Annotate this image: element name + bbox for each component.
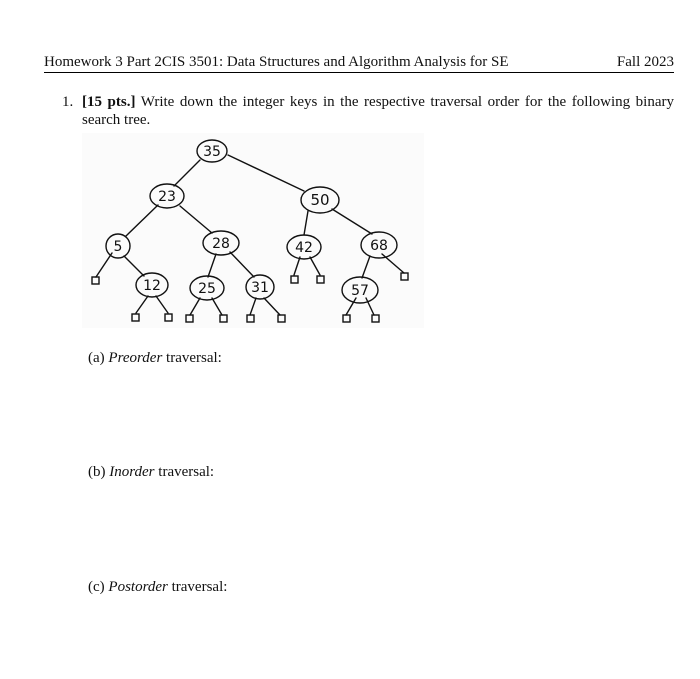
- edge-5-12: [124, 256, 144, 276]
- part-a-label: (a): [88, 350, 105, 366]
- null-leaf: [291, 276, 298, 283]
- question-points: [15 pts.]: [82, 94, 136, 110]
- question-text: Write down the integer keys in the respective traversal order for the following binary search tree.: [82, 94, 674, 128]
- null-leaf: [247, 315, 254, 322]
- edge-35-50: [228, 155, 304, 191]
- tree-drawing: [82, 133, 424, 328]
- part-c-suffix: traversal:: [171, 579, 228, 595]
- node-key-12: 12: [143, 278, 161, 294]
- null-leaf: [372, 315, 379, 322]
- part-c-name: Postorder: [108, 579, 168, 595]
- edge-50-68: [332, 209, 372, 234]
- part-b-label: (b): [88, 464, 106, 480]
- null-leaf: [186, 315, 193, 322]
- node-key-42: 42: [295, 240, 313, 256]
- node-key-68: 68: [370, 238, 388, 254]
- question-prompt: [82, 93, 674, 129]
- null-leaf: [165, 314, 172, 321]
- node-key-57: 57: [351, 283, 369, 299]
- page-header: [44, 52, 674, 73]
- null-leaf: [343, 315, 350, 322]
- part-a-suffix: traversal:: [166, 350, 222, 366]
- edge-28-25: [208, 254, 216, 277]
- header-course-title: Homework 3 Part 2CIS 3501: Data Structures and Algorithm Analysis for SE: [44, 54, 509, 70]
- node-key-28: 28: [212, 236, 230, 252]
- null-leaf: [92, 277, 99, 284]
- edge-28-31: [230, 252, 254, 277]
- node-key-23: 23: [158, 189, 176, 205]
- part-a: [88, 349, 222, 367]
- question-number: 1.: [62, 94, 74, 110]
- edge-50-42: [304, 211, 308, 235]
- part-b-suffix: traversal:: [158, 464, 215, 480]
- edge-68-57: [362, 256, 370, 278]
- part-b-name: Inorder: [109, 464, 155, 480]
- edge-23-5: [126, 205, 158, 236]
- node-key-31: 31: [251, 280, 269, 296]
- edge-35-23: [174, 160, 200, 186]
- null-leaf: [278, 315, 285, 322]
- node-key-35: 35: [203, 144, 221, 160]
- part-b: [88, 463, 214, 481]
- part-a-name: Preorder: [108, 350, 163, 366]
- edge-23-28: [180, 206, 212, 233]
- header-term: Fall 2023: [616, 54, 674, 70]
- node-key-5: 5: [113, 239, 123, 255]
- binary-search-tree-figure: [82, 133, 424, 328]
- node-key-25: 25: [198, 281, 216, 297]
- null-leaf: [132, 314, 139, 321]
- null-leaf: [220, 315, 227, 322]
- part-c-label: (c): [88, 579, 105, 595]
- node-key-50: 50: [310, 191, 330, 209]
- null-leaf: [317, 276, 324, 283]
- part-c: [88, 578, 227, 596]
- null-leaf: [401, 273, 408, 280]
